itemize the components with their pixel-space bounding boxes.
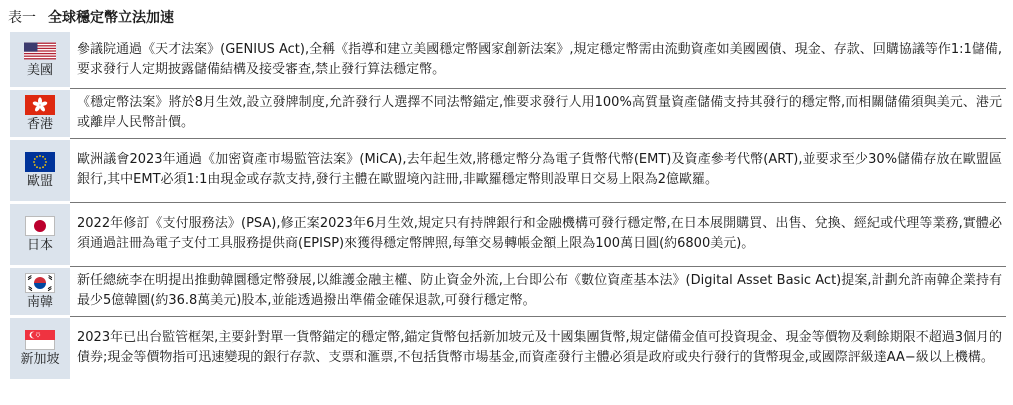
table-row <box>10 138 1006 202</box>
stablecoin-legislation-table <box>10 32 1006 382</box>
country-cell <box>10 316 70 380</box>
hong-kong-flag-icon <box>25 95 55 115</box>
eu-flag-icon <box>25 152 55 172</box>
description-cell: 2023年已出台監管框架,主要針對單一貨幣錨定的穩定幣,錨定貨幣包括新加坡元及十國集團貨幣,規定儲備金值可投資現金、現金等價物及剩餘期限不超過3個月的債券;現金等價物指可迅速變現的銀行存款、支票和滙票,不包括貨幣市場基金,而資產發行主體必須是政府或央行發行的貨幣現金,或國際評級達AA−級以上機構。 <box>77 330 1002 366</box>
country-cell <box>10 202 70 266</box>
description-cell: 歐洲議會2023年通過《加密資產市場監管法案》(MiCA),去年起生效,將穩定幣分為電子貨幣代幣(EMT)及資產參考代幣(ART),並要求至少30%儲備存放在歐盟區銀行,其中EMT必須1:1由現金或存款支持,發行主體在歐盟境內註冊,非歐羅穩定幣則設單日交易上限為2億歐羅。 <box>70 138 1006 202</box>
japan-flag-icon <box>25 216 55 236</box>
country-cell <box>10 32 70 88</box>
table-row <box>10 32 1006 88</box>
singapore-flag-icon <box>25 330 55 350</box>
table-title: 全球穩定幣立法加速 <box>48 10 174 26</box>
south-korea-flag-icon <box>25 273 55 293</box>
table-row <box>10 316 1006 380</box>
country-name: 美國 <box>26 62 53 78</box>
table-row <box>10 266 1006 316</box>
country-name: 南韓 <box>26 294 53 310</box>
description-cell: 新任總統李在明提出推動韓圜穩定幣發展,以維護金融主權、防止資金外流,上台即公布《數位資產基本法》(Digital Asset Basic Act)提案,計劃允許南韓企業持有最少5億韓圜(約36.8萬美元)股本,並能透過撥出準備金確保退款,可發行穩定幣。 <box>70 266 1006 316</box>
table-number: 表一 <box>8 10 36 26</box>
country-name: 香港 <box>26 116 53 132</box>
country-name: 新加坡 <box>20 351 60 367</box>
country-cell <box>10 266 70 316</box>
description-cell: 《穩定幣法案》將於8月生效,設立發牌制度,允許發行人選擇不同法幣錨定,惟要求發行人用100%高質量資產儲備支持其發行的穩定幣,而相關儲備須與美元、港元或離岸人民幣計價。 <box>70 88 1006 138</box>
country-cell <box>10 88 70 138</box>
table-caption <box>8 7 174 29</box>
country-name: 歐盟 <box>26 173 53 189</box>
table-row <box>10 88 1006 138</box>
table-row <box>10 202 1006 266</box>
description-cell: 參議院通過《天才法案》(GENIUS Act),全稱《指導和建立美國穩定幣國家創新法案》,規定穩定幣需由流動資產如美國國債、現金、存款、回購協議等作1:1儲備,要求發行人定期披露儲備結構及接受審查,禁止發行算法穩定幣。 <box>70 32 1006 88</box>
us-flag-icon <box>24 41 56 61</box>
country-name: 日本 <box>26 237 53 253</box>
description-cell: 2022年修訂《支付服務法》(PSA),修正案2023年6月生效,規定只有持牌銀行和金融機構可發行穩定幣,在日本展開購買、出售、兌換、經紀或代理等業務,實體必須通過註冊為電子支付工具服務提供商(EPISP)來獲得穩定幣牌照,每筆交易轉帳金額上限為100萬日圓(約6800美元)。 <box>70 202 1006 266</box>
country-cell <box>10 138 70 202</box>
